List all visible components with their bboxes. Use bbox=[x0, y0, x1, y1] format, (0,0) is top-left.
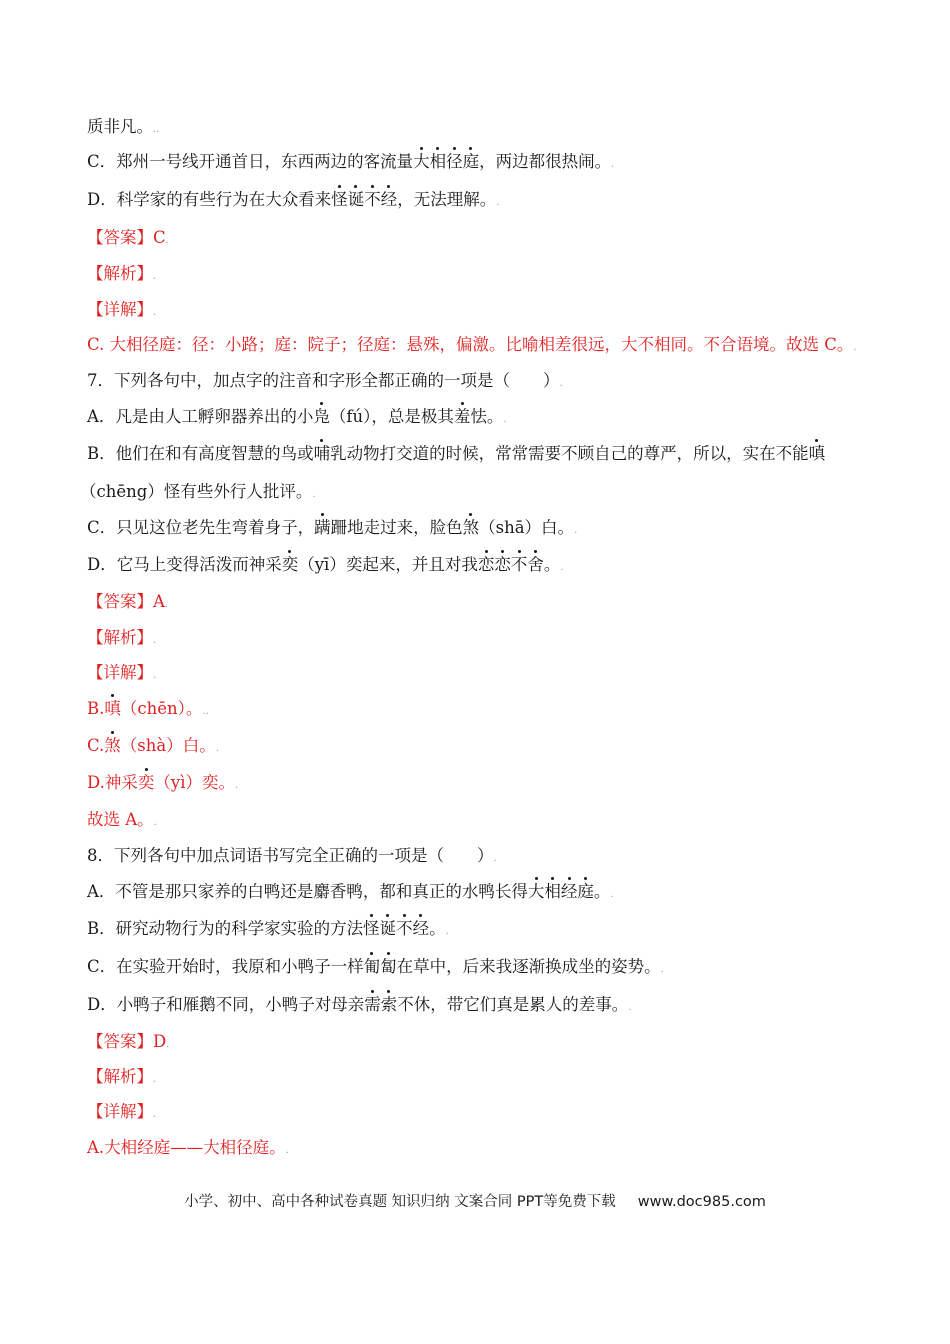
option-c: C．只见这位老先生弯着身子，蹒跚地走过来，脸色煞（shā）白。. bbox=[87, 518, 578, 537]
detail-label: 【详解】. bbox=[87, 300, 157, 319]
dotted-char: 奕 bbox=[137, 773, 155, 792]
footer-url[interactable]: www.doc985.com bbox=[637, 1194, 766, 1210]
dotted-char: 匐 bbox=[380, 957, 397, 976]
option-b-continued: （chēng）怪有些外行人批评。. bbox=[80, 482, 316, 501]
dotted-char: 庭 bbox=[462, 152, 480, 171]
dotted-char: 煞 bbox=[462, 518, 480, 537]
question-7: 7．下列各句中，加点字的注音和字形全都正确的一项是（ ）. bbox=[87, 371, 563, 390]
dotted-char: 不 bbox=[396, 919, 413, 938]
analysis-label: 【解析】. bbox=[87, 264, 157, 283]
dotted-char: 径 bbox=[446, 152, 463, 171]
dotted-char: 经 bbox=[412, 919, 430, 938]
conclusion: 故选 A。. bbox=[87, 810, 157, 829]
dotted-char: 大 bbox=[413, 152, 430, 171]
footer-text: 小学、初中、高中各种试卷真题 知识归纳 文案合同 PPT等免费下载 bbox=[184, 1194, 616, 1210]
dotted-char: 嗔 bbox=[104, 699, 121, 718]
explanation-text: C. 大相径庭：径：小路；庭：院子；径庭：悬殊，偏激。比喻相差很远，大不相同。不合语境。故选 C。. bbox=[87, 335, 857, 354]
dotted-char: 怪 bbox=[363, 919, 380, 938]
page-footer bbox=[0, 1190, 950, 1211]
dotted-char: 不 bbox=[510, 555, 528, 574]
dotted-char: 舍 bbox=[527, 555, 544, 574]
dotted-char: 匍 bbox=[363, 957, 381, 976]
dotted-char: 羞 bbox=[453, 407, 471, 426]
dotted-char: 大 bbox=[527, 882, 545, 901]
option-a: A．不管是那只家养的白鸭还是麝香鸭，都和真正的水鸭长得大相经庭。. bbox=[87, 882, 614, 901]
explanation-c: C.煞（shà）白。. bbox=[87, 736, 219, 755]
option-c: C．郑州一号线开通首日，东西两边的客流量大相径庭，两边都很热闹。. bbox=[87, 152, 615, 171]
option-b: B．研究动物行为的科学家实验的方法怪诞不经。. bbox=[87, 919, 449, 938]
dotted-char: 恋 bbox=[477, 555, 495, 574]
dotted-char: 哺 bbox=[313, 444, 331, 463]
dotted-char: 相 bbox=[429, 152, 447, 171]
explanation-a: A.大相经庭——大相径庭。. bbox=[87, 1138, 289, 1157]
analysis-label: 【解析】. bbox=[87, 628, 157, 647]
dotted-char: 需 bbox=[364, 995, 381, 1014]
option-b: B．他们在和有高度智慧的鸟或哺乳动物打交道的时候，常常需要不顾自己的尊严，所以，实在不能嗔 bbox=[87, 444, 826, 463]
dotted-char: 经 bbox=[380, 190, 398, 209]
dotted-char: 煞 bbox=[104, 736, 121, 755]
text-line: 质非凡。.. bbox=[87, 117, 160, 136]
explanation-b: B.嗔（chēn）。.. bbox=[87, 699, 209, 718]
detail-label: 【详解】. bbox=[87, 1102, 157, 1121]
option-a: A．凡是由人工孵卵器养出的小凫（fú），总是极其羞怯。. bbox=[87, 407, 507, 426]
question-8: 8．下列各句中加点词语书写完全正确的一项是（ ）. bbox=[87, 846, 497, 865]
dotted-char: 凫 bbox=[313, 407, 330, 426]
answer-label: 【答案】D. bbox=[87, 1032, 170, 1051]
dotted-char: 蹒 bbox=[314, 518, 331, 537]
dotted-char: 怪 bbox=[331, 190, 348, 209]
dotted-char: 庭 bbox=[577, 882, 594, 901]
option-c: C．在实验开始时，我原和小鸭子一样匍匐在草中，后来我逐渐换成坐的姿势。. bbox=[87, 957, 664, 976]
detail-label: 【详解】. bbox=[87, 663, 157, 682]
option-d: D．小鸭子和雁鹅不同，小鸭子对母亲需索不休，带它们真是累人的差事。. bbox=[87, 995, 632, 1014]
answer-label: 【答案】C. bbox=[87, 228, 169, 247]
dotted-char: 索 bbox=[380, 995, 398, 1014]
analysis-label: 【解析】. bbox=[87, 1067, 157, 1086]
dotted-char: 恋 bbox=[494, 555, 511, 574]
dotted-char: 不 bbox=[364, 190, 381, 209]
dotted-char: 经 bbox=[560, 882, 578, 901]
dotted-char: 嗔 bbox=[808, 444, 826, 463]
option-d: D．它马上变得活泼而神采奕（yī）奕起来，并且对我恋恋不舍。. bbox=[87, 555, 564, 574]
dotted-char: 诞 bbox=[347, 190, 365, 209]
option-d: D．科学家的有些行为在大众看来怪诞不经，无法理解。. bbox=[87, 190, 500, 209]
explanation-d: D.神采奕（yì）奕。. bbox=[87, 773, 239, 792]
dotted-char: 奕 bbox=[281, 555, 299, 574]
dotted-char: 诞 bbox=[379, 919, 397, 938]
dotted-char: 相 bbox=[544, 882, 561, 901]
answer-label: 【答案】A. bbox=[87, 592, 169, 611]
